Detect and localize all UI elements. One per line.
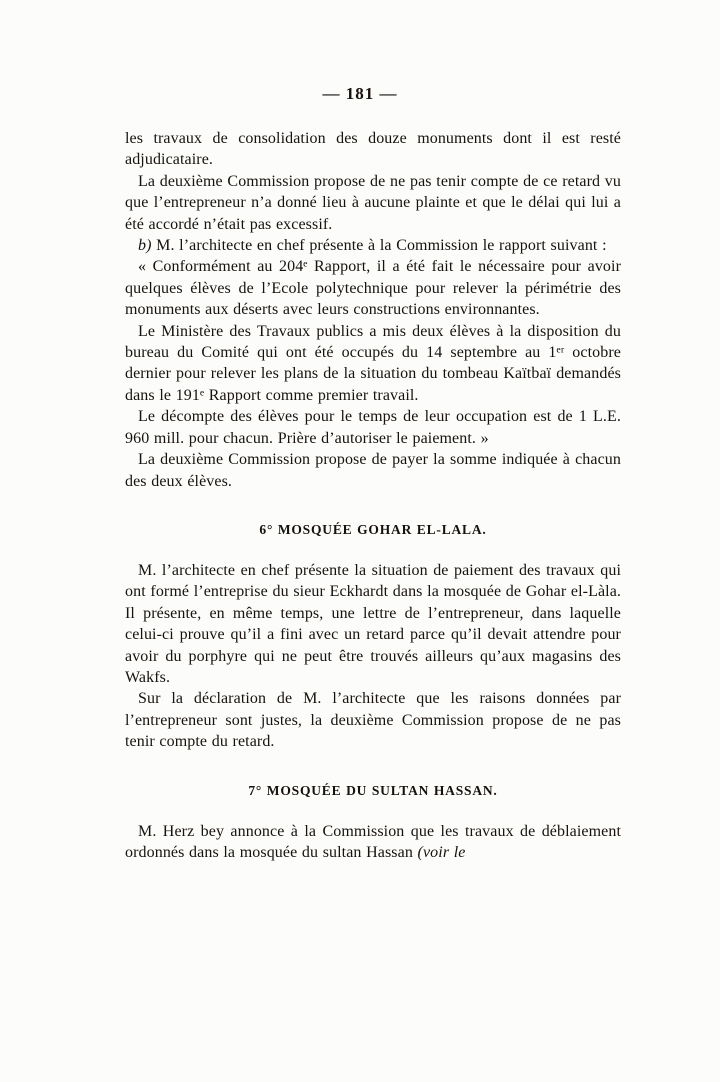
paragraph-6: Le décompte des élèves pour le temps de leur occupation est de 1 L.E. 960 mill. pour chacun. Prière d’autoriser le paiement. » xyxy=(125,408,621,447)
paragraph-1: les travaux de consolidation des douze monuments dont il est resté adjudicataire. xyxy=(125,130,621,169)
paragraph-5: Le Ministère des Travaux publics a mis deux élèves à la disposition du bureau du Comité qui ont été occupés du 14 septembre au 1ᵉʳ octobre dernier pour relever les plans de la situation du tombeau Kaïtbaï demandés dans le 191ᵉ Rapport comme premier travail. xyxy=(125,322,621,404)
paragraph-3 xyxy=(125,235,621,256)
paragraph-8: M. l’architecte en chef présente la situation de paiement des travaux qui ont formé l’entreprise du sieur Eckhardt dans la mosquée de Gohar el-Làla. Il présente, en même temps, une lettre de l’entrepreneur, dans laquelle celui-ci prouve qu’il a fini avec un retard parce qu’il devait attendre pour avoir du porphyre qui ne peut être trouvés ailleurs qu’aux magasins des Wakfs. xyxy=(125,561,621,686)
paragraph-10-text: M. Herz bey annonce à la Commission que les travaux de déblaiement ordonnés dans la mosquée du sultan Hassan xyxy=(125,822,621,861)
paragraph-3-marker: b) xyxy=(138,237,152,255)
paragraph-4: « Conformément au 204ᵉ Rapport, il a été fait le nécessaire pour avoir quelques élèves de l’Ecole polytechnique pour relever la périmétrie des monuments aux déserts avec leurs constructions environnantes. xyxy=(125,258,621,319)
paragraph-3-text: M. l’architecte en chef présente à la Commission le rapport suivant : xyxy=(151,237,607,255)
text-block xyxy=(125,128,621,863)
paragraph-10-italic: (voir le xyxy=(417,843,466,861)
page-number: — 181 — xyxy=(322,84,398,103)
heading-mosquee-gohar-el-lala: 6° MOSQUÉE GOHAR EL-LALA. xyxy=(259,521,487,537)
paragraph-9: Sur la déclaration de M. l’architecte que les raisons données par l’entrepreneur sont justes, la deuxième Commission propose de ne pas tenir compte du retard. xyxy=(125,690,621,751)
paragraph-7: La deuxième Commission propose de payer la somme indiquée à chacun des deux élèves. xyxy=(125,451,621,490)
heading-mosquee-sultan-hassan: 7° MOSQUÉE DU SULTAN HASSAN. xyxy=(248,782,498,798)
paragraph-10 xyxy=(125,821,621,864)
paragraph-2: La deuxième Commission propose de ne pas tenir compte de ce retard vu que l’entrepreneur n’a donné lieu à aucune plainte et que le délai qui lui a été accordé n’était pas excessif. xyxy=(125,172,621,233)
